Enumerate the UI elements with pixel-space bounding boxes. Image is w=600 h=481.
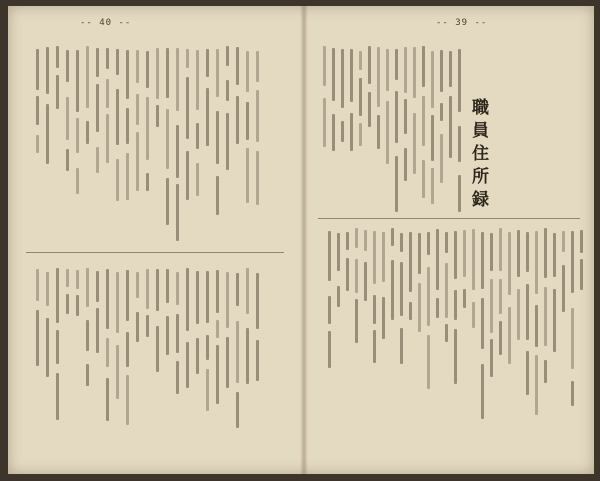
text-column-mark bbox=[382, 232, 385, 282]
text-column-mark bbox=[368, 92, 371, 127]
text-column-mark bbox=[431, 168, 434, 204]
text-column-mark bbox=[36, 269, 39, 301]
text-column-mark bbox=[332, 114, 335, 151]
text-column-mark bbox=[176, 125, 179, 178]
text-column-mark bbox=[535, 231, 538, 294]
text-column-mark bbox=[86, 320, 89, 351]
text-column-mark bbox=[368, 46, 371, 84]
text-column-mark bbox=[96, 48, 99, 77]
text-column-mark bbox=[508, 232, 511, 295]
text-column-mark bbox=[106, 338, 109, 367]
text-column-mark bbox=[206, 271, 209, 323]
text-column-mark bbox=[86, 121, 89, 144]
text-column-mark bbox=[126, 270, 129, 321]
text-column-mark bbox=[526, 284, 529, 340]
right-page-divider bbox=[318, 218, 580, 219]
text-column-mark bbox=[146, 315, 149, 337]
text-column-mark bbox=[373, 330, 376, 363]
text-column-mark bbox=[580, 230, 583, 253]
text-column-mark bbox=[46, 47, 49, 94]
text-column-mark bbox=[553, 233, 556, 277]
text-column-mark bbox=[96, 84, 99, 132]
text-column-mark bbox=[395, 91, 398, 143]
text-column-mark bbox=[364, 230, 367, 251]
text-column-mark bbox=[571, 231, 574, 293]
text-column-mark bbox=[395, 156, 398, 212]
text-column-mark bbox=[571, 381, 574, 406]
text-column-mark bbox=[472, 229, 475, 290]
text-column-mark bbox=[176, 314, 179, 353]
text-column-mark bbox=[96, 271, 99, 302]
text-column-mark bbox=[341, 121, 344, 142]
text-column-mark bbox=[526, 351, 529, 395]
text-column-mark bbox=[422, 96, 425, 146]
text-column-mark bbox=[499, 321, 502, 355]
text-column-mark bbox=[400, 328, 403, 364]
text-column-mark bbox=[246, 102, 249, 140]
text-column-mark bbox=[445, 263, 448, 318]
text-column-mark bbox=[166, 48, 169, 98]
text-column-mark bbox=[256, 51, 259, 82]
text-column-mark bbox=[236, 392, 239, 428]
text-column-mark bbox=[116, 272, 119, 333]
text-column-mark bbox=[256, 151, 259, 205]
text-column-mark bbox=[66, 269, 69, 287]
text-column-mark bbox=[328, 296, 331, 324]
text-column-mark bbox=[196, 123, 199, 149]
text-column-mark bbox=[216, 320, 219, 338]
text-column-mark bbox=[431, 51, 434, 108]
text-column-mark bbox=[196, 50, 199, 110]
text-column-mark bbox=[481, 232, 484, 289]
text-column-mark bbox=[544, 228, 547, 278]
text-column-mark bbox=[196, 271, 199, 324]
text-column-mark bbox=[350, 49, 353, 102]
text-column-mark bbox=[458, 49, 461, 112]
text-column-mark bbox=[236, 321, 239, 383]
text-column-mark bbox=[256, 340, 259, 381]
text-column-mark bbox=[176, 272, 179, 305]
text-column-mark bbox=[186, 151, 189, 200]
text-column-mark bbox=[146, 97, 149, 160]
text-column-mark bbox=[382, 297, 385, 339]
text-column-mark bbox=[196, 163, 199, 196]
text-column-mark bbox=[391, 228, 394, 246]
book-gutter bbox=[300, 6, 308, 474]
text-column-mark bbox=[440, 50, 443, 92]
text-column-mark bbox=[246, 328, 249, 384]
text-column-mark bbox=[431, 115, 434, 161]
text-column-mark bbox=[404, 99, 407, 134]
text-column-mark bbox=[246, 268, 249, 314]
text-column-mark bbox=[458, 126, 461, 162]
text-column-mark bbox=[36, 135, 39, 153]
right-page-folio: -- 39 -- bbox=[436, 18, 488, 28]
text-column-mark bbox=[146, 269, 149, 309]
text-column-mark bbox=[458, 175, 461, 212]
text-column-mark bbox=[96, 147, 99, 173]
text-column-mark bbox=[236, 273, 239, 306]
text-column-mark bbox=[445, 324, 448, 342]
text-column-mark bbox=[76, 50, 79, 112]
text-column-mark bbox=[186, 342, 189, 388]
text-column-mark bbox=[96, 308, 99, 353]
text-column-mark bbox=[116, 345, 119, 399]
text-column-mark bbox=[481, 298, 484, 349]
text-column-mark bbox=[404, 47, 407, 93]
text-column-mark bbox=[36, 310, 39, 366]
text-column-mark bbox=[106, 378, 109, 421]
text-column-mark bbox=[166, 109, 169, 169]
text-column-mark bbox=[418, 233, 421, 274]
text-column-mark bbox=[136, 132, 139, 191]
text-column-mark bbox=[66, 294, 69, 314]
text-column-mark bbox=[116, 89, 119, 145]
text-column-mark bbox=[206, 369, 209, 411]
text-column-mark bbox=[422, 46, 425, 87]
text-column-mark bbox=[449, 96, 452, 158]
text-column-mark bbox=[216, 270, 219, 313]
text-column-mark bbox=[166, 269, 169, 303]
text-column-mark bbox=[186, 49, 189, 68]
text-column-mark bbox=[517, 289, 520, 340]
text-column-mark bbox=[440, 134, 443, 183]
text-column-mark bbox=[463, 230, 466, 277]
text-column-mark bbox=[186, 268, 189, 331]
text-column-mark bbox=[413, 113, 416, 174]
text-column-mark bbox=[86, 364, 89, 386]
text-column-mark bbox=[86, 46, 89, 108]
text-column-mark bbox=[364, 262, 367, 301]
text-column-mark bbox=[332, 48, 335, 101]
text-column-mark bbox=[46, 104, 49, 164]
text-column-mark bbox=[206, 335, 209, 360]
text-column-mark bbox=[373, 231, 376, 284]
text-column-mark bbox=[136, 272, 139, 298]
text-column-mark bbox=[136, 94, 139, 125]
text-column-mark bbox=[427, 232, 430, 255]
text-column-mark bbox=[56, 373, 59, 420]
text-column-mark bbox=[136, 50, 139, 83]
text-column-mark bbox=[156, 48, 159, 99]
left-page-folio: -- 40 -- bbox=[80, 18, 132, 28]
text-column-mark bbox=[156, 269, 159, 311]
book-spread bbox=[8, 6, 594, 474]
text-column-mark bbox=[36, 96, 39, 125]
text-column-mark bbox=[337, 286, 340, 307]
text-column-mark bbox=[418, 283, 421, 332]
text-column-mark bbox=[136, 312, 139, 342]
text-column-mark bbox=[346, 258, 349, 291]
text-column-mark bbox=[56, 268, 59, 323]
text-column-mark bbox=[571, 308, 574, 369]
text-column-mark bbox=[499, 279, 502, 314]
text-column-mark bbox=[404, 148, 407, 181]
text-column-mark bbox=[226, 337, 229, 388]
text-column-mark bbox=[76, 295, 79, 316]
text-column-mark bbox=[246, 51, 249, 92]
text-column-mark bbox=[56, 75, 59, 109]
text-column-mark bbox=[126, 332, 129, 367]
text-column-mark bbox=[116, 159, 119, 201]
text-column-mark bbox=[216, 111, 219, 164]
text-column-mark bbox=[256, 273, 259, 329]
text-column-mark bbox=[337, 233, 340, 271]
text-column-mark bbox=[400, 262, 403, 316]
text-column-mark bbox=[323, 98, 326, 147]
text-column-mark bbox=[176, 361, 179, 394]
text-column-mark bbox=[490, 339, 493, 377]
text-column-mark bbox=[562, 265, 565, 312]
text-column-mark bbox=[126, 50, 129, 99]
text-column-mark bbox=[166, 178, 169, 225]
text-column-mark bbox=[76, 118, 79, 153]
text-column-mark bbox=[508, 307, 511, 364]
text-column-mark bbox=[553, 289, 556, 352]
text-column-mark bbox=[436, 298, 439, 318]
text-column-mark bbox=[409, 232, 412, 292]
text-column-mark bbox=[216, 49, 219, 97]
text-column-mark bbox=[196, 338, 199, 374]
text-column-mark bbox=[413, 47, 416, 98]
text-column-mark bbox=[386, 49, 389, 91]
text-column-mark bbox=[463, 289, 466, 308]
text-column-mark bbox=[256, 90, 259, 142]
text-column-mark bbox=[355, 228, 358, 248]
text-column-mark bbox=[544, 360, 547, 383]
left-page bbox=[8, 6, 300, 474]
text-column-mark bbox=[535, 355, 538, 415]
text-column-mark bbox=[422, 160, 425, 198]
text-column-mark bbox=[490, 279, 493, 333]
text-column-mark bbox=[246, 148, 249, 203]
text-column-mark bbox=[206, 49, 209, 77]
text-column-mark bbox=[472, 302, 475, 328]
text-column-mark bbox=[176, 184, 179, 241]
text-column-mark bbox=[350, 113, 353, 151]
text-column-mark bbox=[146, 173, 149, 191]
text-column-mark bbox=[445, 232, 448, 253]
text-column-mark bbox=[359, 123, 362, 146]
text-column-mark bbox=[499, 228, 502, 271]
text-column-mark bbox=[146, 51, 149, 88]
text-column-mark bbox=[436, 229, 439, 290]
text-column-mark bbox=[106, 79, 109, 108]
text-column-mark bbox=[156, 326, 159, 372]
text-column-mark bbox=[377, 115, 380, 149]
text-column-mark bbox=[580, 259, 583, 290]
text-column-mark bbox=[377, 47, 380, 107]
text-column-mark bbox=[373, 295, 376, 324]
text-column-mark bbox=[216, 345, 219, 404]
text-column-mark bbox=[409, 302, 412, 320]
text-column-mark bbox=[341, 49, 344, 108]
text-column-mark bbox=[526, 232, 529, 272]
text-column-mark bbox=[216, 176, 219, 215]
text-column-mark bbox=[481, 364, 484, 419]
text-column-mark bbox=[400, 233, 403, 252]
text-column-mark bbox=[46, 272, 49, 306]
text-column-mark bbox=[490, 233, 493, 271]
text-column-mark bbox=[66, 50, 69, 82]
text-column-mark bbox=[328, 331, 331, 368]
text-column-mark bbox=[328, 231, 331, 281]
text-column-mark bbox=[226, 113, 229, 170]
text-column-mark bbox=[359, 51, 362, 70]
text-column-mark bbox=[56, 46, 59, 68]
text-column-mark bbox=[66, 97, 69, 140]
text-column-mark bbox=[36, 49, 39, 90]
text-column-mark bbox=[440, 103, 443, 121]
text-column-mark bbox=[454, 329, 457, 384]
text-column-mark bbox=[76, 168, 79, 194]
text-column-mark bbox=[206, 88, 209, 146]
text-column-mark bbox=[427, 267, 430, 326]
text-column-mark bbox=[226, 80, 229, 101]
text-column-mark bbox=[454, 231, 457, 279]
text-column-mark bbox=[346, 232, 349, 250]
text-column-mark bbox=[517, 230, 520, 277]
text-column-mark bbox=[236, 96, 239, 144]
right-page bbox=[308, 6, 594, 474]
text-column-mark bbox=[186, 77, 189, 139]
text-column-mark bbox=[391, 260, 394, 320]
text-column-mark bbox=[76, 270, 79, 289]
text-column-mark bbox=[126, 375, 129, 425]
text-column-mark bbox=[106, 114, 109, 163]
text-column-mark bbox=[562, 231, 565, 252]
text-column-mark bbox=[535, 305, 538, 347]
text-column-mark bbox=[359, 78, 362, 116]
text-column-mark bbox=[427, 335, 430, 389]
text-column-mark bbox=[355, 299, 358, 343]
text-column-mark bbox=[454, 290, 457, 320]
text-column-mark bbox=[56, 330, 59, 364]
text-column-mark bbox=[106, 48, 109, 69]
text-column-mark bbox=[449, 51, 452, 87]
text-column-mark bbox=[226, 46, 229, 66]
text-column-mark bbox=[226, 272, 229, 328]
text-column-mark bbox=[66, 149, 69, 171]
text-column-mark bbox=[156, 105, 159, 127]
left-page-divider bbox=[26, 252, 284, 253]
text-column-mark bbox=[323, 46, 326, 86]
text-column-mark bbox=[386, 101, 389, 164]
text-column-mark bbox=[126, 153, 129, 200]
text-column-mark bbox=[86, 268, 89, 307]
text-column-mark bbox=[176, 48, 179, 111]
text-column-mark bbox=[46, 318, 49, 377]
text-column-mark bbox=[395, 49, 398, 80]
text-column-mark bbox=[116, 49, 119, 75]
text-column-mark bbox=[544, 287, 547, 346]
text-column-mark bbox=[355, 259, 358, 293]
text-column-mark bbox=[126, 108, 129, 144]
text-column-mark bbox=[166, 316, 169, 355]
text-column-mark bbox=[106, 269, 109, 329]
page-title: 職員住所録 bbox=[468, 98, 488, 213]
text-column-mark bbox=[236, 47, 239, 85]
